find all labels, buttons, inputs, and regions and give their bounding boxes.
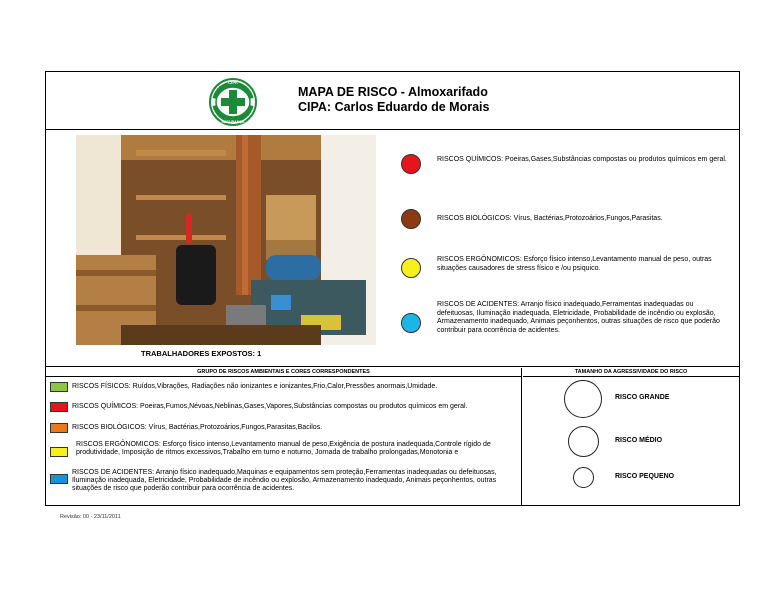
page-subtitle: CIPA: Carlos Eduardo de Morais	[298, 100, 490, 114]
risk-description: RISCOS ERGÔNOMICOS: Esforço físico intenso,Levantamento manual de peso, outras situações causadores de stress físico e /ou psiquico.	[437, 256, 712, 272]
logo-bottom-text: SEGURANÇA	[221, 120, 245, 125]
risk-description: RISCOS DE ACIDENTES: Arranjo físico inadequado,Ferramentas inadequadas ou defeituosas, Iluminação inadequada, Eletricidade, Probabilidade de incêndio ou explosão, Armazenamento inadequado, Animais peçonhentos, outras situações de risco que poderão contribuir para ocorrência de acidentes.	[437, 301, 720, 334]
risk-map-sheet	[45, 71, 740, 506]
risk-color-dot	[401, 258, 421, 278]
small-risk-label: RISCO PEQUENO	[615, 473, 675, 480]
risk-color-dot	[401, 209, 421, 229]
header	[46, 72, 739, 130]
medium-risk-circle	[568, 426, 599, 457]
group-color-swatch	[50, 382, 68, 392]
group-color-swatch	[50, 447, 68, 457]
cipa-logo-icon	[209, 78, 257, 126]
risk-color-dot	[401, 313, 421, 333]
group-color-swatch	[50, 474, 68, 484]
warehouse-photo	[76, 135, 376, 345]
small-risk-circle	[573, 467, 594, 488]
group-color-swatch	[50, 402, 68, 412]
medium-risk-label: RISCO MÉDIO	[615, 437, 663, 444]
group-description: RISCOS ERGÔNOMICOS: Esforço físico intenso,Levantamento manual de peso,Exigência de postura inadequada,Controle rígido de produtividade, Imposição de ritmos excessivos,Trabalho em turno e noturno, Jornada de trabalho prolongadas,Monotonia e	[76, 441, 491, 456]
revision-note: Revisão: 00 - 23/11/2011	[60, 514, 121, 520]
group-description: RISCOS QUÍMICOS: Poeiras,Fumos,Névoas,Neblinas,Gases,Vapores,Substâncias compostas ou produtos químicos em geral.	[72, 403, 468, 410]
logo-top-text: CIPA	[228, 80, 238, 86]
group-description: RISCOS BIOLÓGICOS: Vírus, Bactérias,Protozoários,Fungos,Parasitas,Bacilos.	[72, 424, 323, 431]
risk-color-dot	[401, 154, 421, 174]
group-description: RISCOS FÍSICOS: Ruídos,Vibrações, Radiações não ionizantes e ionizantes,Frio,Calor,Pressões anormais,Umidade.	[72, 383, 438, 390]
legend-area	[46, 368, 739, 505]
workers-exposed-label: TRABALHADORES EXPOSTOS: 1	[141, 349, 262, 358]
risk-groups-heading: GRUPO DE RISCOS AMBIENTAIS E CORES CORRESPONDENTES	[46, 368, 521, 377]
risk-groups-legend	[46, 368, 522, 505]
group-description: RISCOS DE ACIDENTES: Arranjo físico inadequado,Maquinas e equipamentos sem proteção,Ferramentas inadequadas ou defeituosas, Iluminação inadequada, Eletricidade, Probabilidade de incêndio ou explosão, Armazenamento inadequado, Animais peçonhentos, outras situações de risco que poderão contribuir para ocorrência de acidentes.	[72, 469, 497, 492]
large-risk-label: RISCO GRANDE	[615, 394, 670, 401]
risk-description: RISCOS BIOLÓGICOS: Vírus, Bactérias,Protozoários,Fungos,Parasitas.	[437, 215, 663, 222]
page-title: MAPA DE RISCO - Almoxarifado	[298, 85, 488, 99]
photo-and-risks	[46, 130, 739, 367]
large-risk-circle	[564, 380, 602, 418]
risk-size-heading: TAMANHO DA AGRESSIVIDADE DO RISCO	[523, 368, 739, 377]
group-color-swatch	[50, 423, 68, 433]
risk-description: RISCOS QUÍMICOS: Poeiras,Gases,Substâncias compostas ou produtos químicos em geral.	[437, 156, 727, 163]
